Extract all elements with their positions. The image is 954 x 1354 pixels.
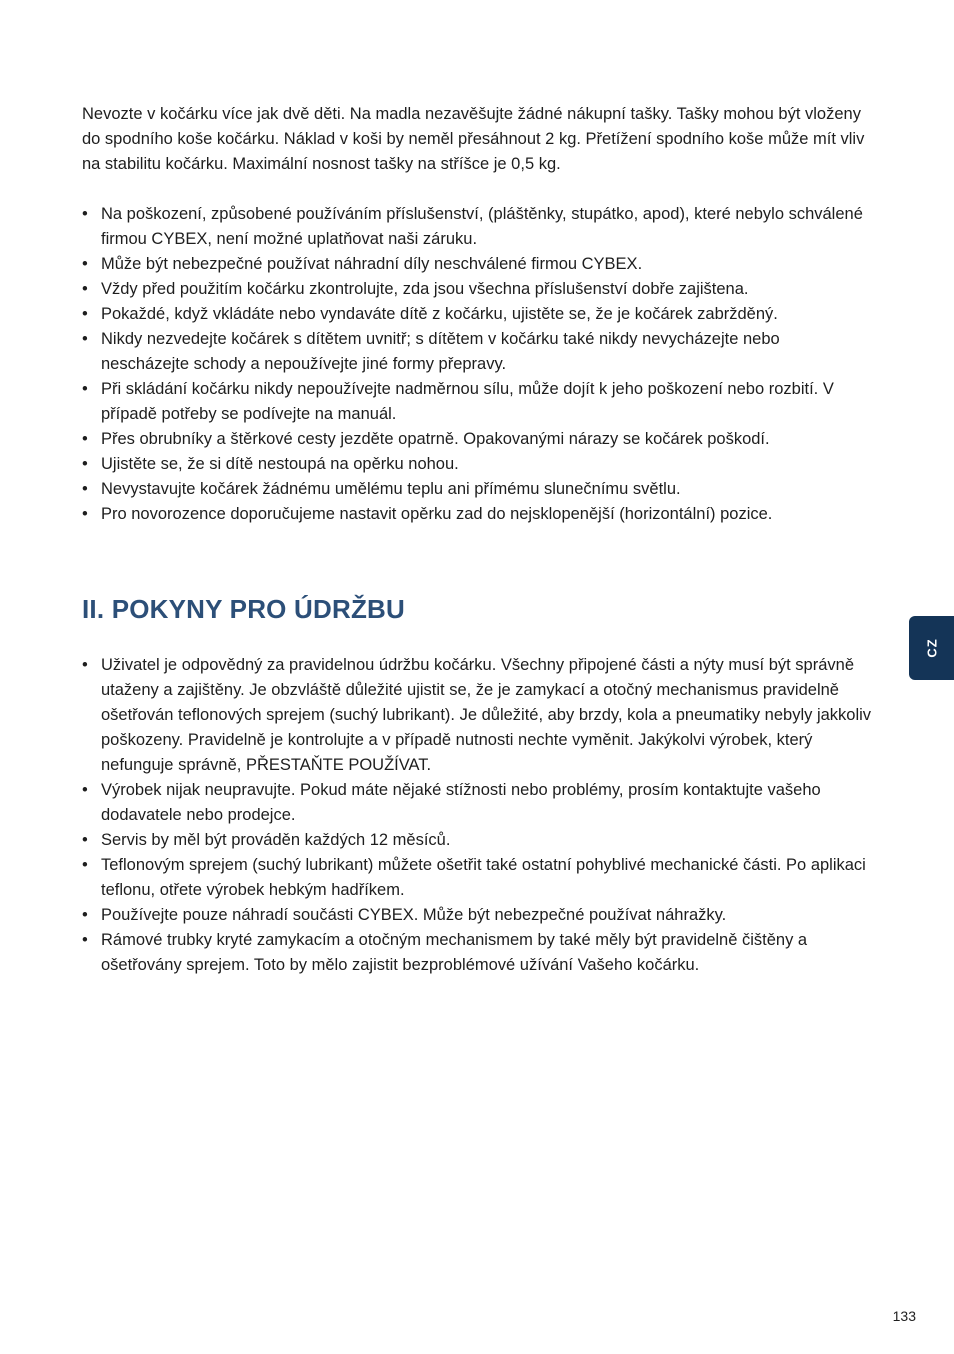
list-item: • Používejte pouze náhradí součásti CYBEX. Může být nebezpečné používat náhražky.: [82, 903, 872, 928]
list-item: • Vždy před použitím kočárku zkontrolujte, zda jsou všechna příslušenství dobře zajištena.: [82, 277, 872, 302]
list-item: • Nikdy nezvedejte kočárek s dítětem uvnitř; s dítětem v kočárku také nikdy nevycházejte nebo nescházejte schody a nepoužívejte jiné formy přepravy.: [82, 327, 872, 377]
intro-paragraph: Nevozte v kočárku více jak dvě děti. Na madla nezavěšujte žádné nákupní tašky. Tašky mohou být vloženy do spodního koše kočárku. Náklad v koši by neměl přesáhnout 2 kg. Přetížení spodního koše může mít vliv na stabilitu kočárku. Maximální nosnost tašky na stříšce je 0,5 kg.: [82, 105, 865, 173]
list-item: • Servis by měl být prováděn každých 12 měsíců.: [82, 828, 872, 853]
list-item: • Nevystavujte kočárek žádnému umělému teplu ani přímému slunečnímu světlu.: [82, 477, 872, 502]
list-item: • Může být nebezpečné používat náhradní díly neschválené firmou CYBEX.: [82, 252, 872, 277]
list-item: • Pro novorozence doporučujeme nastavit opěrku zad do nejsklopenější (horizontální) pozice.: [82, 502, 872, 527]
section-title: II. POKYNY PRO ÚDRŽBU: [82, 594, 405, 624]
list-item: • Uživatel je odpovědný za pravidelnou údržbu kočárku. Všechny připojené části a nýty musí být správně utaženy a zajištěny. Je obzvláště důležité ujistit se, že je zamykací a otočný mechanismus pravidelně ošetřován teflonových sprejem (suchý lubrikant). Je důležité, aby brzdy, kola a pneumatiky nebyly jakkoliv poškozeny. Pravidelně je kontrolujte a v případě nutnosti nechte vyměnit. Jakýkolvi výrobek, který nefunguje správně, PŘESTAŇTE POUŽÍVAT.: [82, 653, 872, 778]
warnings-list: [82, 202, 872, 527]
list-item: • Ujistěte se, že si dítě nestoupá na opěrku nohou.: [82, 452, 872, 477]
list-item: • Výrobek nijak neupravujte. Pokud máte nějaké stížnosti nebo problémy, prosím kontaktujte vašeho dodavatele nebo prodejce.: [82, 778, 872, 828]
page-number: 133: [892, 1308, 916, 1324]
maintenance-list: [82, 653, 872, 978]
list-item: • Rámové trubky kryté zamykacím a otočným mechanismem by také měly být pravidelně čištěny a ošetřovány sprejem. Toto by mělo zajistit bezproblémové užívání Vašeho kočárku.: [82, 928, 872, 978]
list-item: • Přes obrubníky a štěrkové cesty jezděte opatrně. Opakovanými nárazy se kočárek poškodí.: [82, 427, 872, 452]
language-tab: [909, 616, 954, 680]
list-item: • Při skládání kočárku nikdy nepoužívejte nadměrnou sílu, může dojít k jeho poškození nebo rozbití. V případě potřeby se podívejte na manuál.: [82, 377, 872, 427]
list-item: • Teflonovým sprejem (suchý lubrikant) můžete ošetřit také ostatní pohyblivé mechanické části. Po aplikaci teflonu, otřete výrobek hebkým hadříkem.: [82, 853, 872, 903]
list-item: • Na poškození, způsobené používáním příslušenství, (pláštěnky, stupátko, apod), které nebylo schválené firmou CYBEX, není možné uplatňovat naši záruku.: [82, 202, 872, 252]
list-item: • Pokaždé, když vkládáte nebo vyndaváte dítě z kočárku, ujistěte se, že je kočárek zabržděný.: [82, 302, 872, 327]
language-tab-label: CZ: [924, 638, 939, 658]
